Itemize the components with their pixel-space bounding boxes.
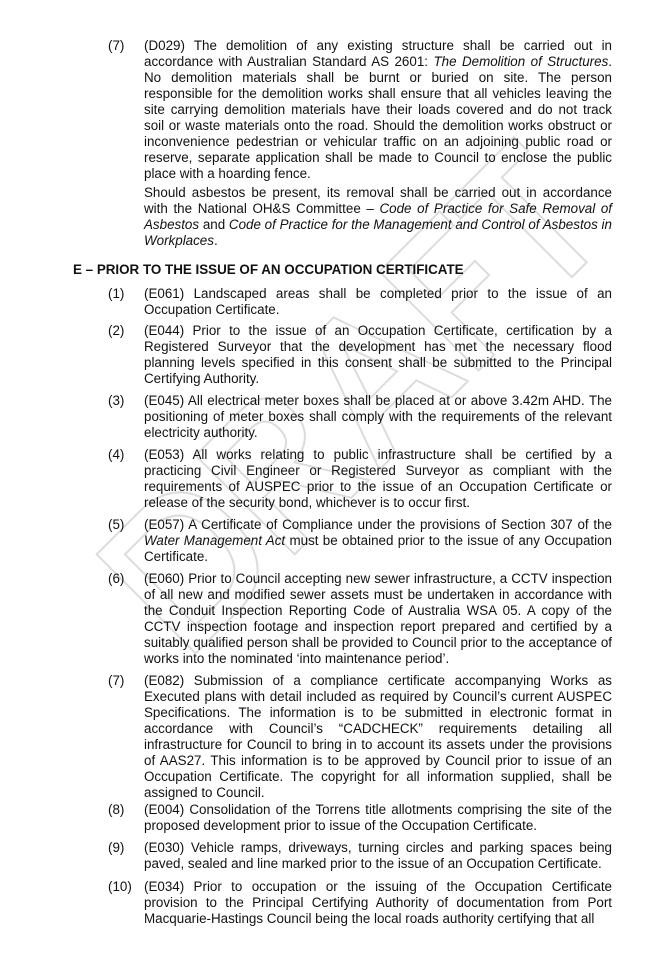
- item-number: (1): [108, 286, 125, 301]
- item-number: (5): [108, 517, 125, 532]
- item-text: [144, 517, 612, 565]
- text-segment: Should asbestos be present, its removal shall be carried out in accordance with the National OH&S Committee –: [144, 185, 612, 216]
- item-number: (7): [108, 673, 125, 688]
- item-number: (9): [108, 840, 125, 855]
- item-number: (10): [108, 879, 132, 894]
- item-number: (4): [108, 447, 125, 462]
- item-number: (7): [108, 38, 125, 53]
- item-text: (E004) Consolidation of the Torrens title allotments comprising the site of the proposed development prior to issue of the Occupation Certificate.: [144, 802, 612, 833]
- italic-reference: The Demolition of Structures: [433, 54, 609, 69]
- item-number: (2): [108, 323, 125, 338]
- item-text: (E060) Prior to Council accepting new sewer infrastructure, a CCTV inspection of all new and modified sewer assets must be undertaken in accordance with the Conduit Inspection Reporting Code of Australia WSA 05. A copy of the CCTV inspection footage and inspection report prepared and certified by a suitably qualified person shall be provided to Council prior to the acceptance of works into the nominated ‘into maintenance period’.: [144, 571, 612, 666]
- item-text: (E082) Submission of a compliance certificate accompanying Works as Executed plans with detail included as required by Council’s current AUSPEC Specifications. The information is to be submitted in electronic format in accordance with Council’s “CADCHECK” requirements detailing all infrastructure for Council to bring in to account its assets under the provisions of AAS27. This information is to be approved by Council prior to issue of an Occupation Certificate. The copyright for all information supplied, shall be assigned to Council.: [144, 673, 612, 800]
- asbestos-paragraph: [144, 185, 612, 249]
- text-segment: must be obtained prior to the issue of any Occupation Certificate.: [144, 533, 613, 564]
- item-text: (E030) Vehicle ramps, driveways, turning circles and parking spaces being paved, sealed and line marked prior to the issue of an Occupation Certificate.: [144, 840, 612, 871]
- item-text: (E045) All electrical meter boxes shall be placed at or above 3.42m AHD. The positioning of meter boxes shall comply with the requirements of the relevant electricity authority.: [144, 393, 612, 440]
- section-heading: E – PRIOR TO THE ISSUE OF AN OCCUPATION CERTIFICATE: [73, 262, 464, 277]
- item-text: (E044) Prior to the issue of an Occupation Certificate, certification by a Registered Surveyor that the development has met the necessary flood planning levels specified in this consent shall be submitted to the Principal Certifying Authority.: [144, 323, 612, 386]
- italic-reference: Code of Practice for Safe Removal of Asbestos: [144, 201, 612, 232]
- text-segment: The demolition of any existing structure shall be carried out in accordance with Australian Standard AS 2601:: [144, 38, 612, 69]
- item-number: (3): [108, 393, 125, 408]
- item-text: [144, 38, 612, 182]
- text-segment: . No demolition materials shall be burnt or buried on site. The person responsible for the demolition works shall ensure that all vehicles leaving the site carrying demolition materials have their loads covered and do not track soil or waste materials onto the road. Should the demolition works obstruct or inconvenience pedestrian or vehicular traffic on an adjoining public road or reserve, separate application shall be made to Council to enclose the public place with a hoarding fence.: [144, 54, 612, 181]
- item-number: (6): [108, 571, 125, 586]
- italic-reference: Water Management Act: [144, 533, 286, 548]
- italic-reference: Code of Practice for the Management and Control of Asbestos in Workplaces: [144, 217, 612, 248]
- item-text: (E034) Prior to occupation or the issuing of the Occupation Certificate provision to the Principal Certifying Authority of documentation from Port Macquarie-Hastings Council being the local roads authority certifying that all: [144, 879, 612, 926]
- condition-code: (D029): [144, 38, 185, 53]
- text-segment: (E057) A Certificate of Compliance under the provisions of Section 307 of the: [144, 517, 612, 532]
- text-segment: .: [213, 233, 218, 248]
- item-text: (E053) All works relating to public infrastructure shall be certified by a practicing Civil Engineer or Registered Surveyor as compliant with the requirements of AUSPEC prior to the issue of an Occupation Certificate or release of the security bond, whichever is to occur first.: [144, 447, 612, 510]
- item-text: (E061) Landscaped areas shall be completed prior to the issue of an Occupation Certificate.: [144, 286, 612, 317]
- text-segment: and: [199, 217, 229, 232]
- item-number: (8): [108, 802, 125, 817]
